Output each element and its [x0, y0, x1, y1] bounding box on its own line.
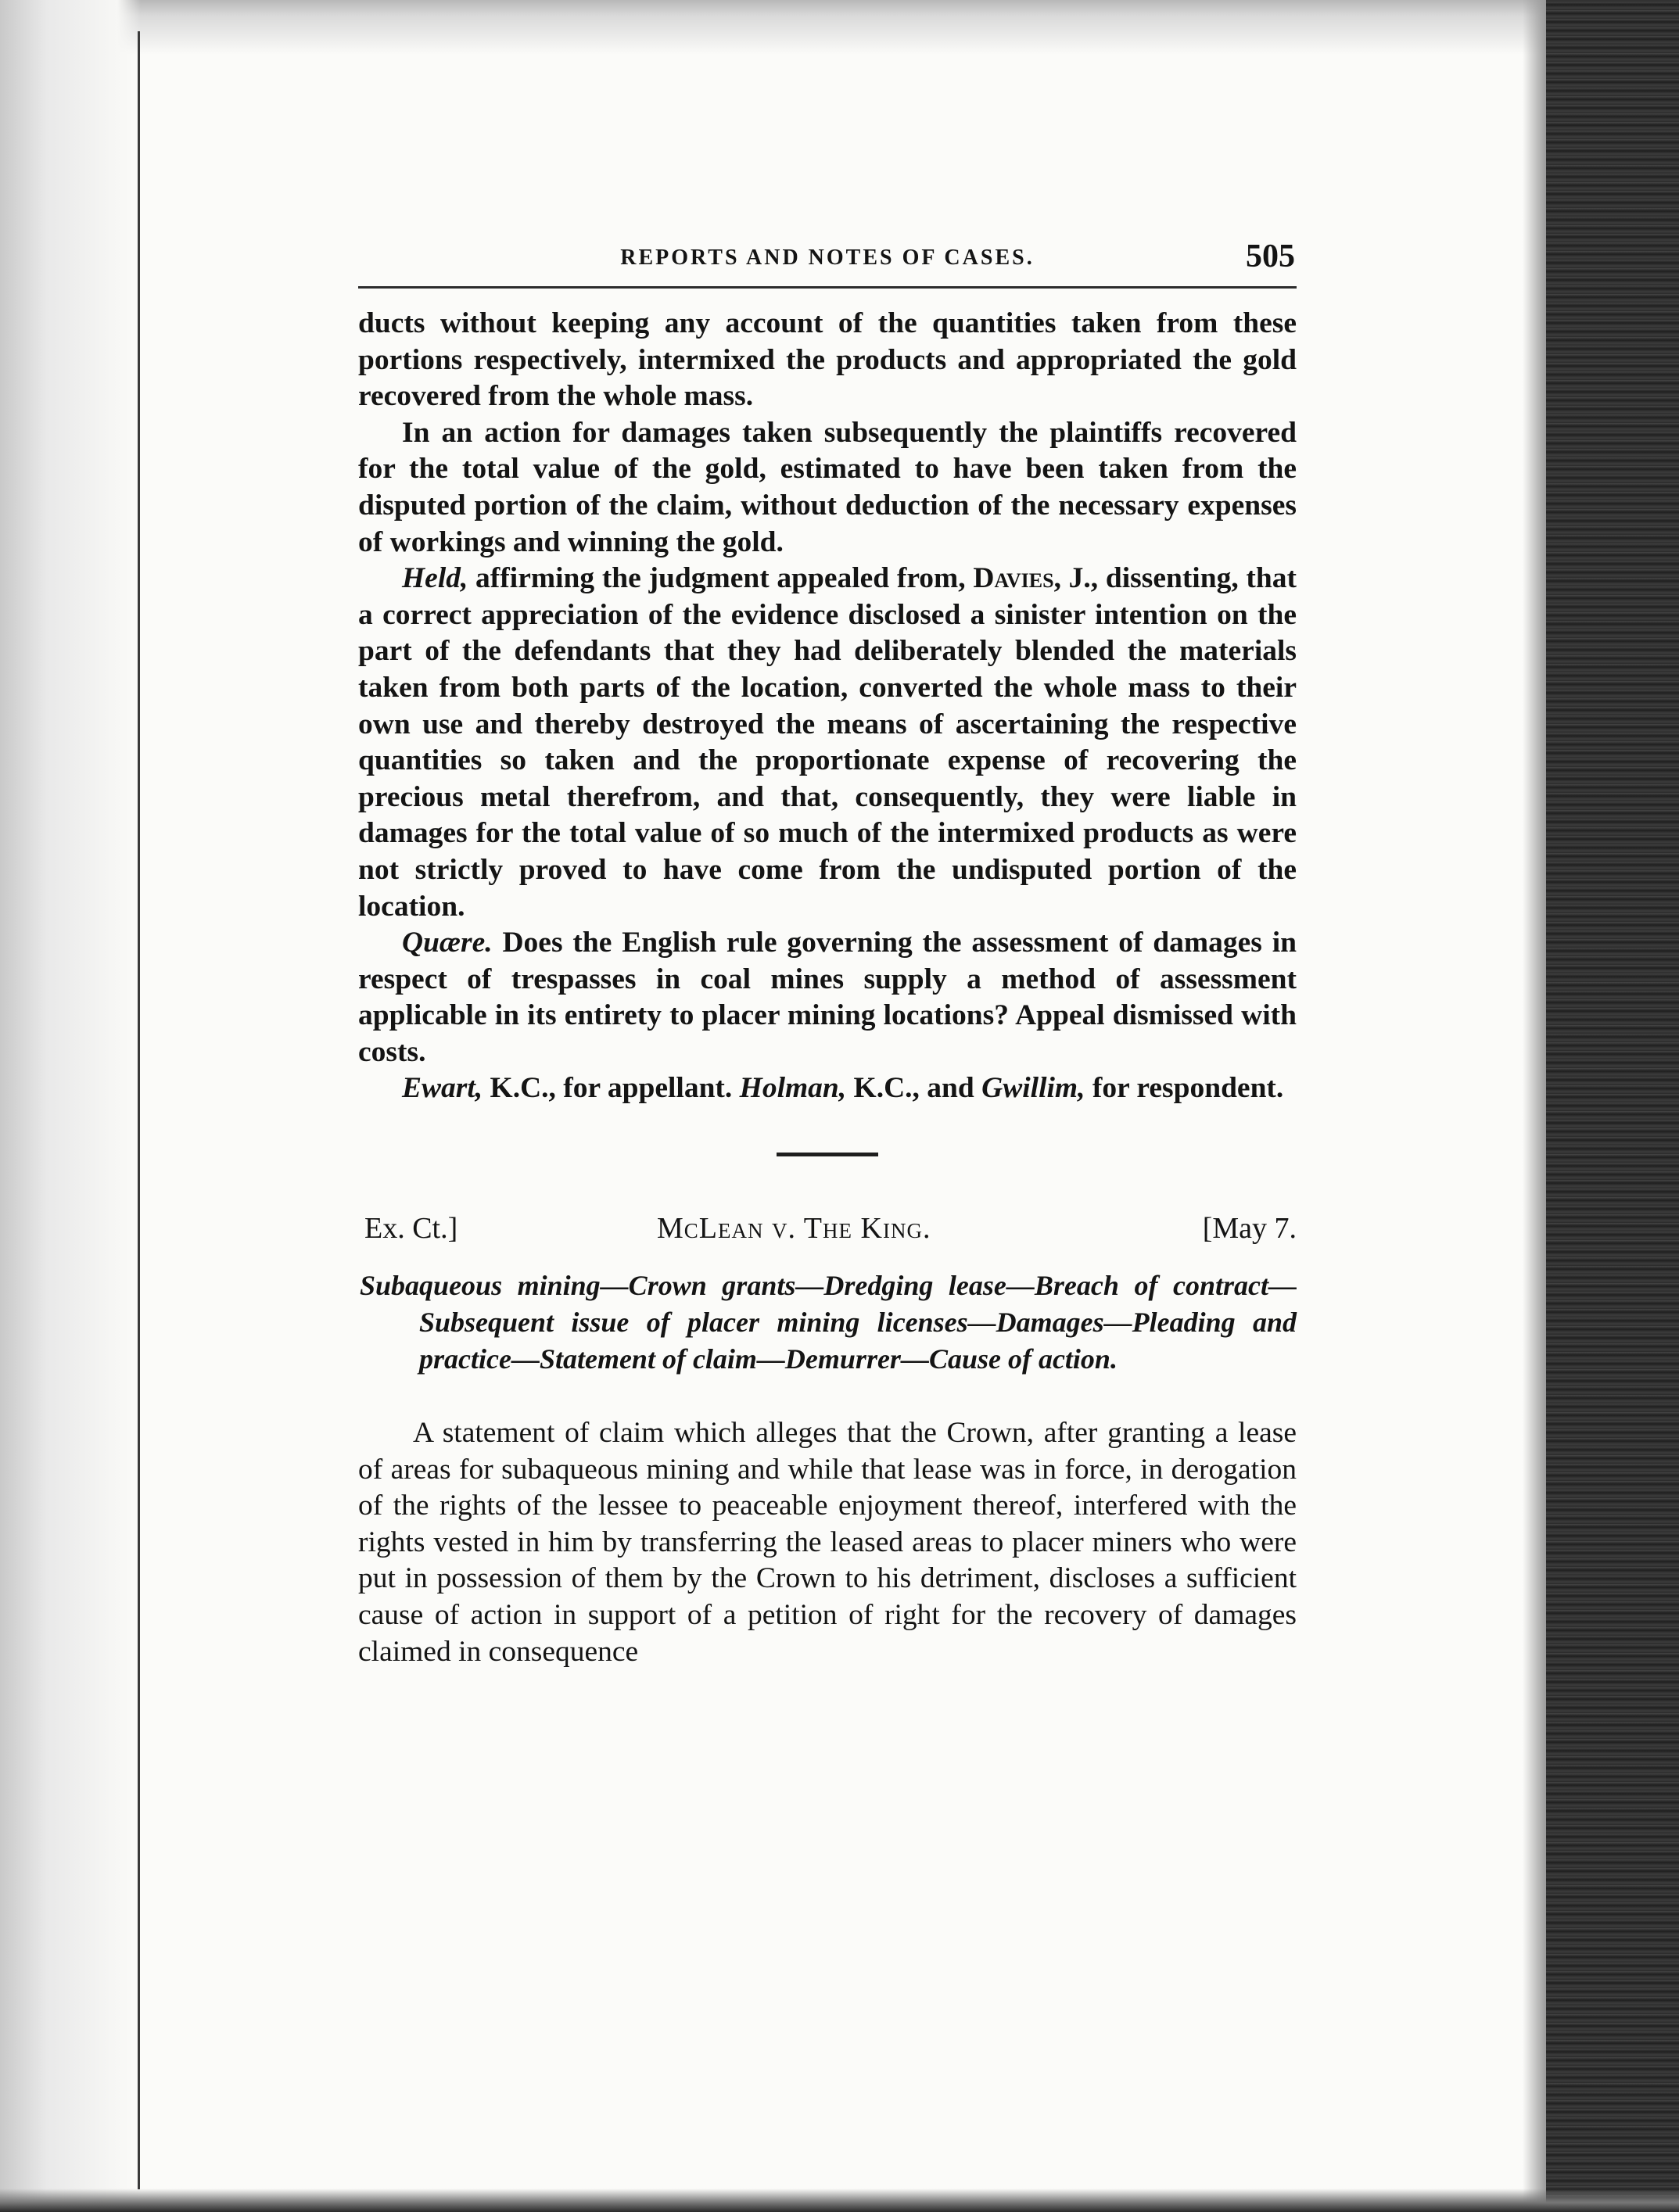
counsel-kc-1: K.C., for appellant.	[483, 1072, 740, 1105]
paragraph-continuation: ducts without keeping any account of the quantities taken from these portions respectively, intermixed the products and appropriated the gold recovered from the whole mass.	[358, 307, 1297, 413]
held-label: Held,	[402, 562, 468, 595]
held-text-a: affirming the judgment appealed from,	[468, 562, 974, 595]
case-court: Ex. Ct.]	[364, 1212, 458, 1246]
counsel-name-1: Ewart,	[402, 1072, 483, 1105]
scan-right-edge	[1546, 0, 1679, 2212]
case-catchwords: Subaqueous mining—Crown grants—Dredging lease—Breach of contract—Subsequent issue of placer mining licenses—Damages—Pleading and practice—Statement of claim—Demurrer—Cause of action.	[360, 1270, 1297, 1375]
running-header	[358, 238, 1297, 289]
quaere-label: Quære.	[402, 927, 493, 959]
counsel-name-3: Gwillim,	[981, 1072, 1085, 1105]
counsel-rest: for respondent.	[1085, 1072, 1284, 1105]
case-headnote: A statement of claim which alleges that the Crown, after granting a lease of areas for subaqueous mining and while that lease was in force, in derogation of the rights of the lessee to peaceable enjoyment thereof, interfered with the rights vested in him by transferring the leased areas to placer miners who were put in possession of them by the Crown to his detriment, discloses a sufficient cause of action in support of a petition of right for the recovery of damages claimed in consequence	[358, 1417, 1297, 1668]
scan-left-shadow	[0, 0, 141, 2212]
case-parties: McLean v. The King.	[657, 1212, 931, 1246]
scan-binding-edge	[138, 31, 140, 2189]
scan-bottom-edge	[0, 2189, 1679, 2212]
scan-top-shadow	[0, 0, 1679, 55]
case-date: [May 7.	[1202, 1212, 1297, 1246]
paragraph-action: In an action for damages taken subsequently the plaintiffs recovered for the total value of the gold, estimated to have been taken from the disputed portion of the claim, without deduction of the necessary expenses of workings and winning the gold.	[358, 416, 1297, 558]
counsel-kc-2: K.C., and	[846, 1072, 982, 1105]
counsel-name-2: Holman,	[739, 1072, 847, 1105]
paragraph-counsel	[358, 1070, 1297, 1107]
page-content	[358, 238, 1297, 1700]
case-header	[358, 1211, 1297, 1247]
held-text-b: , J., dissenting, that a correct appreciation of the evidence disclosed a sinister intention on the part of the defendants that they had deliberately blended the materials taken from both parts of the location, converted the whole mass to their own use and thereby destroyed the means of ascertaining the respective quantities so taken and the proportionate expense of recovering the precious metal therefrom, and that, consequently, they were liable in damages for the total value of so much of the intermixed products as were not strictly proved to have come from the undisputed portion of the location.	[358, 562, 1297, 923]
case-separator-rule	[777, 1153, 878, 1156]
judge-name: Davies	[973, 562, 1054, 595]
running-title: REPORTS AND NOTES OF CASES.	[620, 246, 1035, 270]
paragraph-quaere	[358, 925, 1297, 1070]
scan-right-fade	[1523, 0, 1546, 2212]
paragraph-held	[358, 561, 1297, 925]
quaere-text: Does the English rule governing the assessment of damages in respect of trespasses in coal mines supply a method of assessment applicable in its entirety to placer mining locations? Appeal dismissed with costs.	[358, 927, 1297, 1068]
page-number: 505	[1246, 238, 1295, 274]
